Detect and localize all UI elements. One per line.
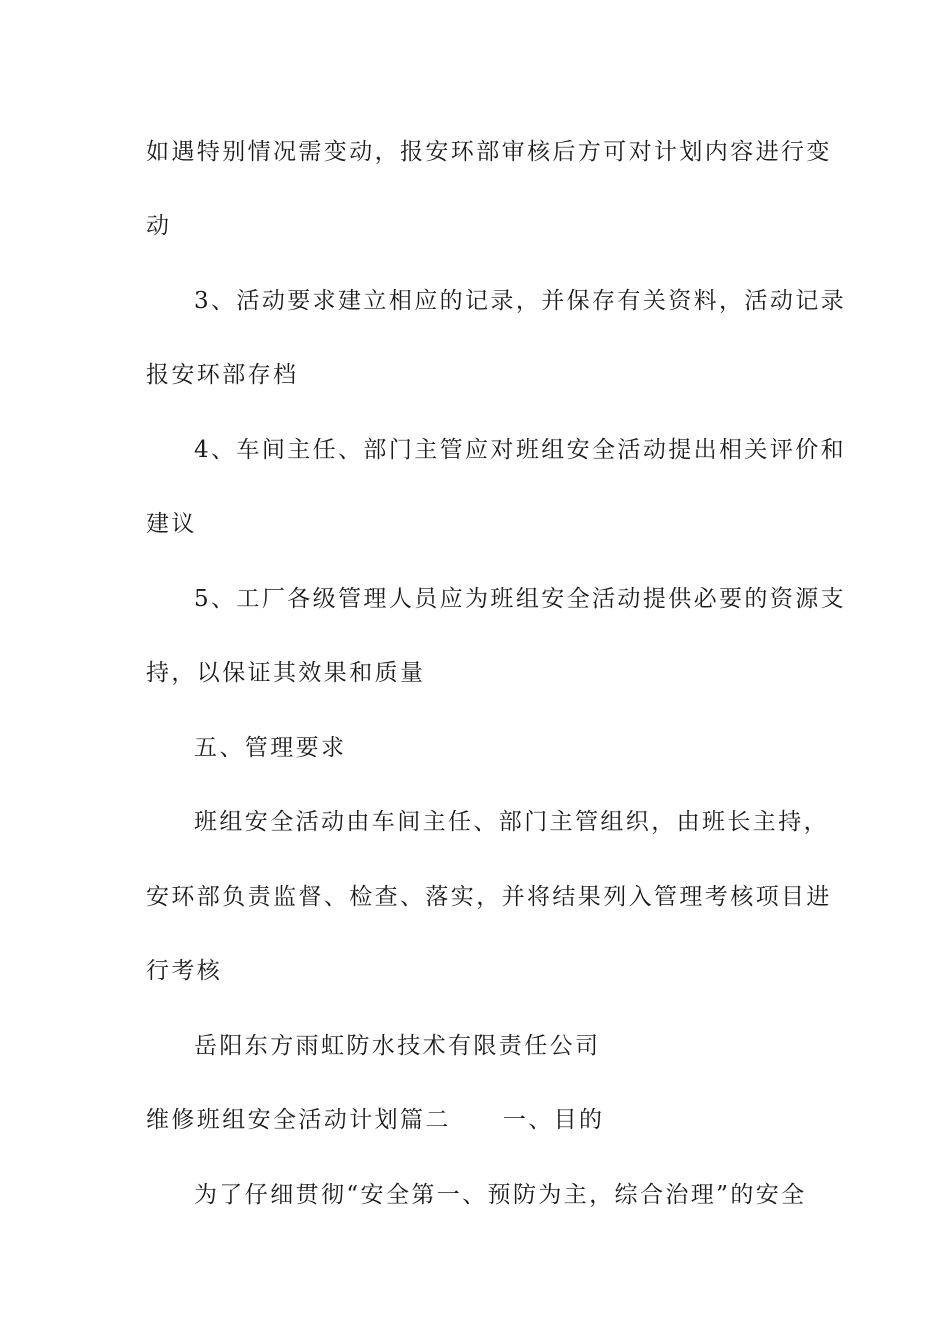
section-heading: 一、目的: [502, 1107, 605, 1133]
paragraph-line: 5、工厂各级管理人员应为班组安全活动提供必要的资源支: [194, 586, 847, 612]
paragraph-line: 班组安全活动由车间主任、部门主管组织，由班长主持，: [194, 809, 829, 835]
paragraph-line: 为了仔细贯彻“安全第一、预防为主，综合治理”的安全: [194, 1182, 807, 1208]
paragraph-line: 持，以保证其效果和质量: [146, 660, 426, 686]
paragraph-line: 报安环部存档: [146, 362, 299, 388]
paragraph-line: 4、车间主任、部门主管应对班组安全活动提出相关评价和: [194, 437, 847, 463]
document-title: 维修班组安全活动计划篇二: [146, 1107, 451, 1133]
document-title-line: [146, 1105, 816, 1135]
section-heading: 五、管理要求: [194, 735, 347, 761]
paragraph-line: 如遇特别情况需变动，报安环部审核后方可对计划内容进行变: [146, 139, 832, 165]
company-name: 岳阳东方雨虹防水技术有限责任公司: [194, 1033, 601, 1059]
paragraph-line: 行考核: [146, 958, 223, 984]
paragraph-line: 安环部负责监督、检查、落实，并将结果列入管理考核项目进: [146, 884, 832, 910]
paragraph-line: 3、活动要求建立相应的记录，并保存有关资料，活动记录: [194, 288, 847, 314]
paragraph-line: 动: [146, 213, 172, 239]
paragraph-line: 建议: [146, 511, 197, 537]
